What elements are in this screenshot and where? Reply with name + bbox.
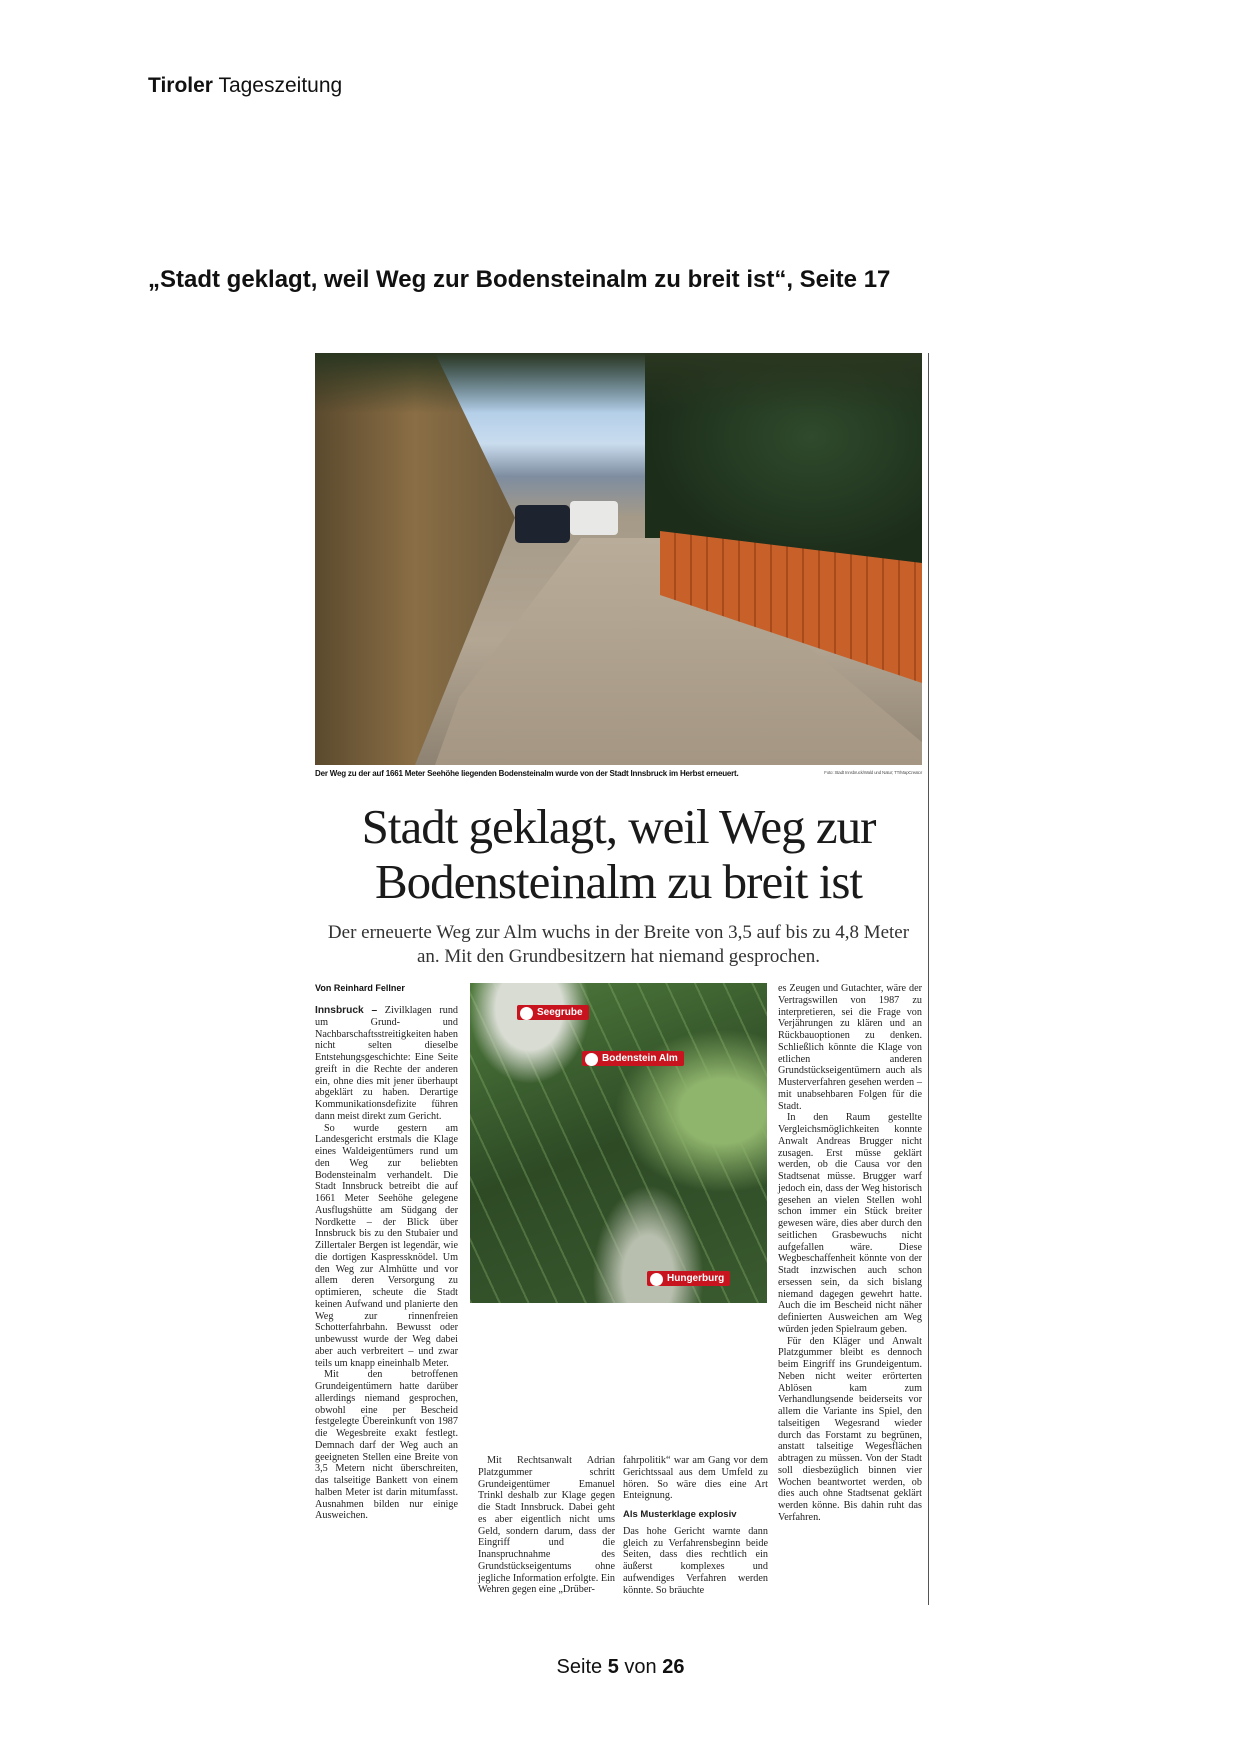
paragraph: Mit Rechtsanwalt Adrian Platzgummer schritt Grundeigentümer Emanuel Trinkl deshalb zur Klage gegen die Stadt Innsbruck. Dabei geht es aber eigentlich nicht ums Geld, sondern darum, dass der Eingriff und die Inanspruchnahme des Grundstückseigentums ohne jegliche Information erfolgte. Ein Wehren gegen eine „Drüber- — [478, 1455, 615, 1596]
map-label-bodenstein-alm — [582, 1051, 684, 1066]
publication-name-bold: Tiroler — [148, 74, 213, 97]
publication-name-rest: Tageszeitung — [218, 74, 343, 97]
satellite-map — [470, 983, 767, 1303]
map-label-text: Hungerburg — [667, 1273, 725, 1284]
location-dot-icon — [585, 1053, 598, 1066]
article-photo — [315, 353, 922, 765]
paragraph: Für den Kläger und Anwalt Platzgummer bleibt es dennoch beim Eingriff ins Grundeigentum. Neben nicht weiter erörterten Ablösen kam zum Verhandlungsende beiderseits vor allem die Variante ins Spiel, den talseitigen Wegesrand wieder durch das Forstamt zu begrünen, anstatt talseitige Wegesflächen abtragen zu müssen. Von der Stadt soll diesbezüglich binnen vier Wochen beantwortet werden, ob dies auch ohne Stadtsenat geklärt werden könne. Bis dahin ruht das Verfahren. — [778, 1335, 922, 1523]
paragraph-text: Zivilklagen rund um Grund- und Nachbarschaftsstreitigkeiten haben nicht selten dieselbe Entstehungsgeschichte: Eine Seite greift in die Rechte der anderen ein, ohne dies mit jener überhaupt abgeklärt zu haben. Derartige Kommunikationsdefizite führen dann meist direkt zum Gericht. — [315, 1005, 459, 1122]
paragraph: es Zeugen und Gutachter, wäre der Vertragswillen von 1987 zu interpretieren, sei die Frage von Verjährungen zu klären und an Rückbauoptionen zu denken. Schließlich könnte die Klage von etlichen anderen Grundstückseigentümern auch als Musterverfahren gesehen werden – mit unabsehbaren Folgen für die Stadt. — [778, 983, 922, 1112]
paragraph — [315, 1005, 458, 1123]
article-subheadline: Der erneuerte Weg zur Alm wuchs in der Breite von 3,5 auf bis zu 4,8 Meter an. Mit den Grundbesitzern hat niemand gesprochen. — [327, 922, 910, 967]
byline: Von Reinhard Fellner — [315, 983, 405, 993]
photo-van — [570, 501, 618, 535]
photo-caption — [315, 769, 922, 778]
location-dot-icon — [520, 1007, 533, 1020]
footer-middle: von — [624, 1656, 657, 1678]
article-column-4 — [778, 983, 922, 1524]
newspaper-clipping — [315, 353, 929, 1605]
article-subheading: Als Musterklage explosiv — [623, 1509, 737, 1520]
map-label-text: Seegrube — [537, 1007, 583, 1018]
map-label-seegrube — [517, 1005, 589, 1020]
paragraph: Mit den betroffenen Grundeigentümern hatte darüber allerdings niemand gesprochen, obwohl eine per Bescheid festgelegte Übereinkunft von 1987 die Wegesbreite exakt festlegt. Demnach darf der Weg auch an geeigneten Stellen eine Breite von 3,5 Metern nicht überschreiten, das talseitige Bankett von einem halben Meter ist darin mitumfasst. Ausnahmen bilden nur einige Ausweichen. — [315, 1369, 458, 1522]
page-footer — [0, 1656, 1241, 1679]
paragraph: Das hohe Gericht warnte dann gleich zu Verfahrensbeginn beide Seiten, dass dies rechtlich ein äußerst komplexes und aufwendiges Verfahren werden könnte. So bräuchte — [623, 1525, 768, 1596]
current-page-number: 5 — [607, 1656, 619, 1678]
photo-car — [515, 505, 570, 543]
paragraph: So wurde gestern am Landesgericht erstmals die Klage eines Waldeigentümers rund um den Weg zur beliebten Bodensteinalm verhandelt. Die Stadt Innsbruck betreibt die auf 1661 Meter Seehöhe gelegene Ausflugshütte am Südgang der Nordkette – der Blick über Innsbruck bis zu den Stubaier und Zillertaler Bergen ist legendär, wie die dortigen Kaspressknödel. Um den Weg zur Almhütte und vor allem deren Versorgung zu optimieren, scheute die Stadt keinen Aufwand und planierte den Weg zur rinnenfreien Schotterfahrbahn. Bewusst oder unbewusst wurde der Weg dabei aber auch verbreitert – und zwar teils um knapp eineinhalb Meter. — [315, 1122, 458, 1369]
photo-canopy — [315, 353, 922, 413]
document-title: „Stadt geklagt, weil Weg zur Bodensteinalm zu breit ist“, Seite 17 — [148, 266, 891, 293]
total-pages: 26 — [662, 1656, 685, 1678]
photo-caption-text: Der Weg zu der auf 1661 Meter Seehöhe liegenden Bodensteinalm wurde von der Stadt Innsbruck im Herbst erneuert. — [315, 769, 739, 778]
article-headline: Stadt geklagt, weil Weg zur Bodensteinalm zu breit ist — [361, 799, 876, 909]
article-column-1 — [315, 1005, 458, 1522]
location-dot-icon — [650, 1273, 663, 1286]
article-column-2 — [478, 1455, 615, 1596]
paragraph: fahrpolitik“ war am Gang vor dem Gerichtssaal aus dem Umfeld zu hören. So wäre dies eine Art Enteignung. — [623, 1455, 768, 1502]
footer-prefix: Seite — [556, 1656, 603, 1678]
column-rule — [928, 353, 929, 1605]
paragraph: In den Raum gestellte Vergleichsmöglichkeiten konnte Anwalt Andreas Brugger nicht zusagen. Erst müsse geklärt werden, ob die Causa vor den Stadtsenat müsse. Brugger warf jedoch ein, dass der Weg historisch gesehen an vielen Stellen wohl schon immer ein Stück breiter gewesen wäre, dies aber durch den seitlichen Grasbewuchs nicht aufgefallen wäre. Diese Wegbeschaffenheit könnte von der Stadt inzwischen auch schon ersessen sein, da sich bislang niemand dagegen gewehrt hatte. Auch die im Bescheid nicht näher definierten Ausweichen am Weg würden jeden Spielraum geben. — [778, 1112, 922, 1335]
dateline: Innsbruck – — [315, 1005, 378, 1016]
map-label-hungerburg — [647, 1271, 730, 1286]
article-column-3 — [623, 1455, 768, 1596]
photo-credit: Foto: Stadt Innsbruck/Wald und Natur; TT/MapCreator — [824, 770, 922, 775]
publication-name — [148, 74, 342, 98]
map-label-text: Bodenstein Alm — [602, 1053, 678, 1064]
